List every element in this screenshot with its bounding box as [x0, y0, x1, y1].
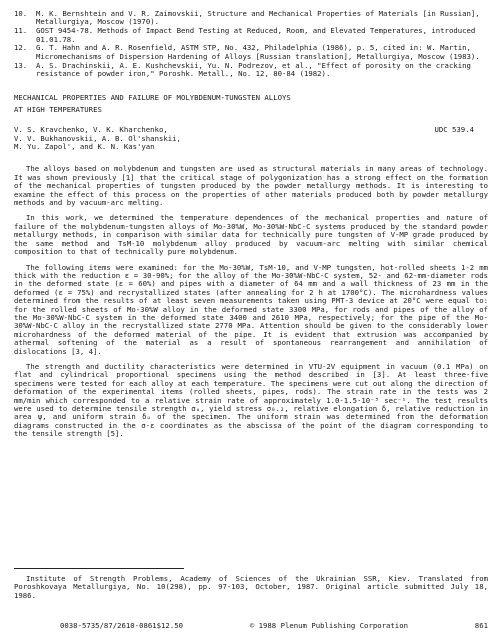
reference-number: 10.	[14, 9, 28, 18]
article-title-line: AT HIGH TEMPERATURES	[14, 104, 102, 114]
body-paragraph: The following items were examined: for the Mo-30%W, TsM-10, and V-MP tungsten, hot-rolled sheets 1-2 mm thick with the reduction ε = 30-90%; for the alloy of the Mo-30%W-NbC-C system, 52- and 62-mm-diameter rods in the deformed state (ε = 60%) and pipes with a diameter of 64 mm and a wall thickness of 23 mm in the deformed (ε = 75%) and recrystallized states (after annealing for 2 h at 1700°C). The microhardness values determined from the results of at least seven measurements taken using PMT-3 device at 20°C were equal to: for the rolled sheets of Mo-30%W alloy in the deformed state 3300 MPa, for rods and pipes of the alloy of the Mo-30%W-NbC-C system in the deformed state 3400 and 2610 MPa, respectively; for the pipe of the Mo-30%W-NbC-C alloy in the recrystallized state 2770 MPa. Attention should be given to the considerably lower microhardness of the deformed material of the pipe. It is evident that extrusion was accompanied by athermal softening of the material as a result of spontaneous rearrangement and annihilation of dislocations [3, 4].	[14, 262, 488, 356]
author-list	[14, 126, 181, 151]
reference-number: 13.	[14, 60, 28, 70]
reference-item	[14, 44, 488, 61]
body-paragraph: The strength and ductility characteristics were determined in VTU-2V equipment in vacuum (0.1 MPa) on flat and cylindrical proportional specimens using the method described in [3]. At least three-five specimens were tested for each alloy at each temperature. The specimens were cut out along the direction of deformation of the experimental items (rolled sheets, pipes, rods). The strain rate in the tests was 2 mm/min which corresponded to a relative strain rate of approximately 1.0-1.5·10⁻³ sec⁻¹. The test results were used to determine tensile strength σᵤ, yield stress σ₀.₂, relative elongation δ, relative reduction in area ψ, and uniform strain δᵤ of the specimen. The uniform strain was determined from the deformation diagrams constructed in the σ-ε coordinates as the abscissa of the point of the diagram corresponding to the tensile strength [5].	[14, 361, 488, 439]
copyright-notice: © 1988 Plenum Publishing Corporation	[249, 621, 408, 630]
body-paragraph: In this work, we determined the temperature dependences of the mechanical properties and nature of failure of the molybdenum-tungsten alloys of Mo-30%W, Mo-30%W-NbC-C systems produced by the standard powder metallurgy methods, in comparison with similar data for technically pure tungsten of V-MP grade produced by the same method and TsM-10 molybdenum alloy produced by vacuum-arc melting with similar chemical composition to that of technically pure molybdenum.	[14, 213, 488, 257]
reference-item	[14, 10, 488, 27]
article-body	[14, 165, 488, 438]
udc-code: UDC 539.4	[434, 125, 474, 135]
reference-item	[14, 27, 488, 44]
reference-text: G. T. Hahn and A. R. Rosenfield, ASTM STP, No. 432, Philadelphia (1986), p. 5, cited in: W. Martin, Micromechanisms of Dispersion Hardening of Alloys [Russian translation], Metallurgiya, Moscow (1983).	[36, 43, 480, 61]
reference-item	[14, 62, 488, 79]
author-block	[14, 126, 488, 151]
reference-number: 11.	[14, 26, 28, 36]
article-title-line: MECHANICAL PROPERTIES AND FAILURE OF MOLYBDENUM-TUNGSTEN ALLOYS	[14, 93, 291, 103]
article-title	[14, 94, 488, 114]
footnote: Institute of Strength Problems, Academy of Sciences of the Ukrainian SSR, Kiev. Translated from Poroshkovaya Metallurgiya, No. 10(298), pp. 97-103, October, 1987. Original article submitted July 18, 1986.	[14, 574, 488, 600]
reference-text: GOST 9454-78. Methods of Impact Bend Testing at Reduced, Room, and Elevated Temperatures, introduced 01.01.78.	[36, 26, 476, 44]
footnote-divider	[14, 568, 184, 569]
reference-list	[14, 10, 488, 78]
body-paragraph: The alloys based on molybdenum and tungsten are used as structural materials in many areas of technology. It was shown previously [1] that the critical stage of polygonization has a strong effect on the formation of the mechanical properties of tungsten produced by the powder metallurgy methods. It is interesting to examine the effect of this process on the properties of other materials produced both by powder metallurgy methods and by vacuum-arc melting.	[14, 164, 488, 208]
page-number: 861	[474, 621, 488, 630]
author-line: V. S. Kravchenko, V. K. Kharchenko,	[14, 125, 168, 135]
page	[14, 10, 488, 439]
author-line: V. V. Bukhanovskii, A. B. Ol'shanskii,	[14, 133, 181, 143]
reference-number: 12.	[14, 43, 28, 53]
page-footer	[60, 622, 488, 630]
reference-text: M. K. Bernshtein and V. R. Zaimovskii, Structure and Mechanical Properties of Materials [in Russian], Metallurgiya, Moscow (1970).	[36, 9, 480, 27]
publication-code: 0038-5735/87/2610-0861$12.50	[60, 621, 184, 630]
reference-text: A. S. Drachinskii, A. E. Kushchevskii, Yu. N. Podrezov, et al., "Effect of porosity on the cracking resistance of powder iron," Poroshk. Metall., No. 12, 80-84 (1982).	[36, 60, 471, 79]
author-line: M. Yu. Zapol', and K. N. Kas'yan	[14, 142, 155, 152]
